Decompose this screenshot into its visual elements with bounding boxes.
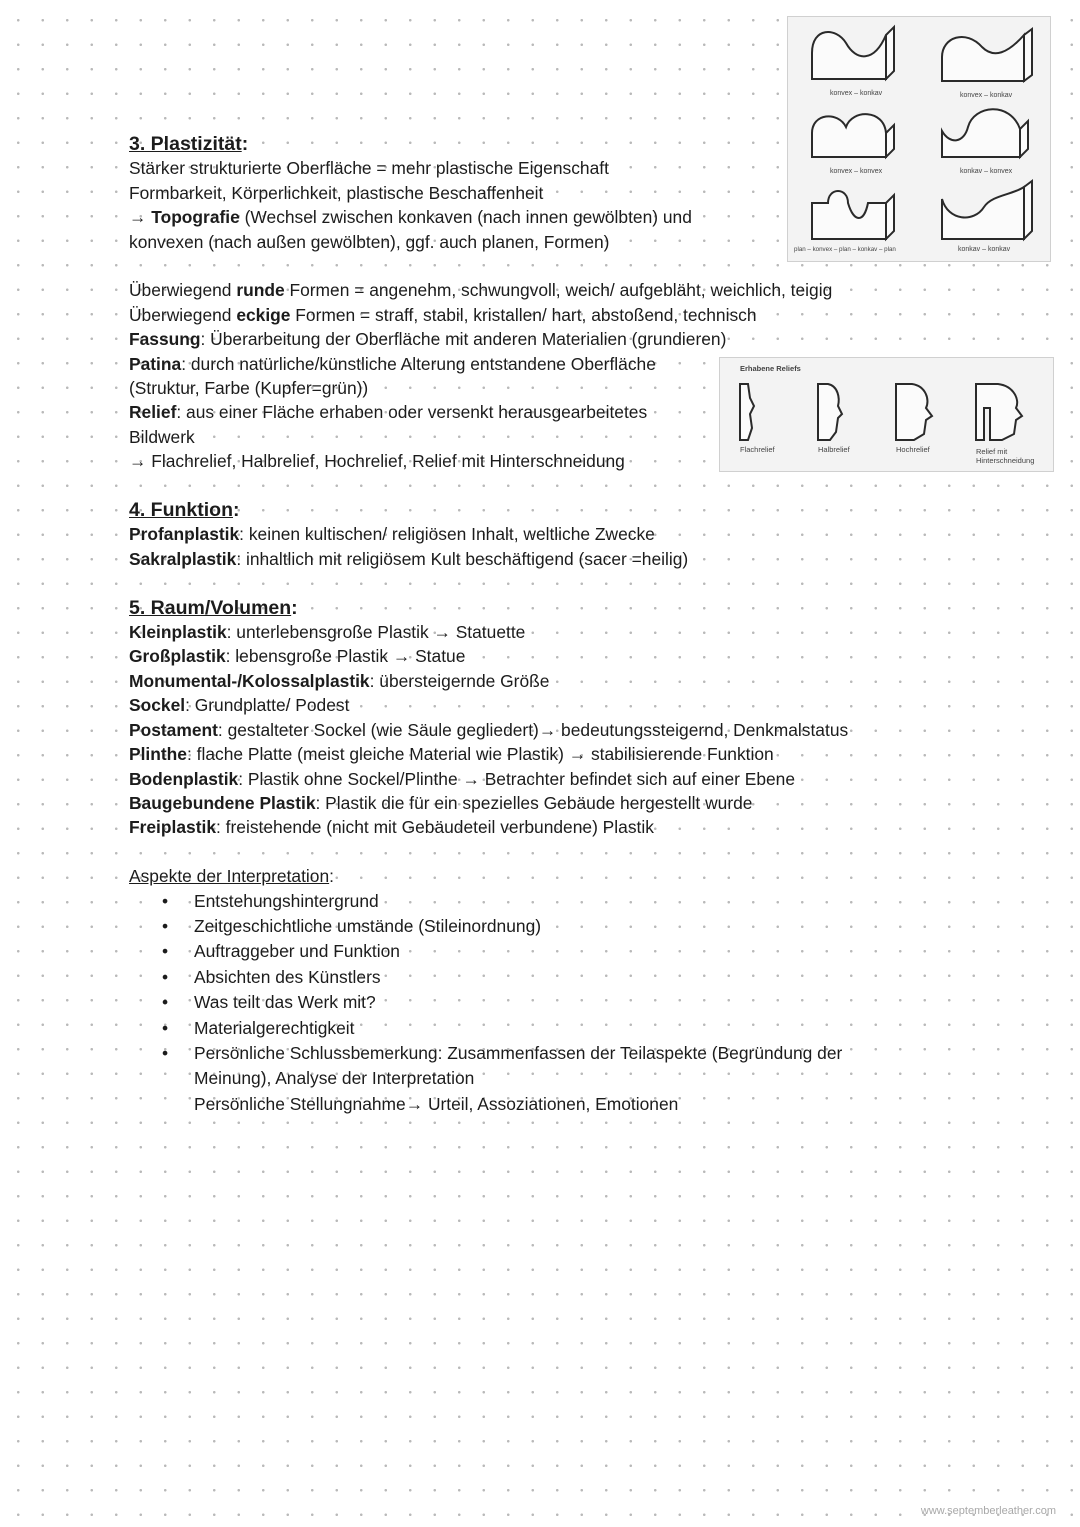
list-item-text: Persönliche Schlussbemerkung: Zusammenfassen der Teilaspekte (Begründung der [194,1042,843,1063]
definition-line [129,669,929,693]
bullet-icon: • [162,890,169,911]
text-line [129,352,929,376]
text-line: konvexen (nach außen gewölbten), ggf. auch planen, Formen) [129,231,610,252]
term-runde: runde [236,280,285,301]
list-item-continuation: Meinung), Analyse der Interpretation [194,1068,475,1089]
relief-label-halbrelief: Halbrelief [818,445,850,454]
aspekte-list [129,889,929,1118]
definition: : Grundplatte/ Podest [185,695,350,716]
definition: : Plastik die für ein spezielles Gebäude hergestellt wurde [315,792,753,813]
definition-line [129,547,929,571]
bullet-icon: • [162,1042,169,1063]
term: Monumental-/Kolossalplastik [129,670,370,691]
definition: : lebensgroße Plastik → Statue [225,646,466,667]
relief-label-hinterschneidung: Relief mit [976,447,1008,456]
text-line [129,205,929,229]
topografie-label: konkav – konkav [958,246,1011,253]
bullet-icon: • [162,992,169,1013]
section-5-title: 5. Raum/Volumen [129,596,292,619]
aspekte-colon: : [329,866,334,887]
text-line: Bildwerk [129,426,195,447]
term: Baugebundene Plastik [129,792,316,813]
definition-line [129,620,929,644]
term: Sockel [129,695,186,716]
bullet-icon: • [162,915,169,936]
definition-line [129,791,929,815]
term: Sakralplastik [129,548,237,569]
definition: : freistehende (nicht mit Gebäudeteil verbundene) Plastik [216,817,654,838]
text-span: (Wechsel zwischen konkaven (nach innen gewölbten) und [239,207,692,228]
definition: : gestalteter Sockel (wie Säule gegliedert)→ bedeutungssteigernd, Denkmalstatus [217,719,849,740]
definition-line [129,742,929,766]
term: Kleinplastik [129,622,227,643]
definition-line [129,718,929,742]
list-item-text: Zeitgeschichtliche umstände (Stileinordnung) [194,915,542,936]
term-eckige: eckige [236,304,291,325]
section-4-colon: : [233,499,240,522]
text-line: (Struktur, Farbe (Kupfer=grün)) [129,378,369,399]
list-item-text: Absichten des Künstlers [194,966,381,987]
term: Postament [129,719,218,740]
definition: : übersteigernde Größe [369,670,550,691]
list-item-text: Entstehungshintergrund [194,890,379,911]
topografie-label: plan – konvex – plan – konkav – plan [794,246,896,253]
list-item [129,914,929,939]
text-span: Formen = straff, stabil, kristallen/ hart, abstoßend, technisch [290,304,757,325]
list-item [129,990,929,1015]
text-line [129,327,929,351]
relief-title: Erhabene Reliefs [740,364,801,373]
section-4-title: 4. Funktion [129,499,233,522]
term-fassung: Fassung [129,329,201,350]
list-item [129,889,929,914]
relief-label-hochrelief: Hochrelief [896,445,930,454]
text-span: Formen = angenehm, schwungvoll, weich/ aufgebläht, weichlich, teigig [284,280,833,301]
arrow: → [129,207,152,228]
text-line: Formbarkeit, Körperlichkeit, plastische Beschaffenheit [129,182,544,203]
definition-line [129,693,929,717]
text-span: Überwiegend [129,280,237,301]
section-5-heading [129,596,929,620]
section-3-colon: : [241,133,249,155]
term: Freiplastik [129,817,216,838]
term: Bodenplastik [129,768,239,789]
definition: : unterlebensgroße Plastik → Statuette [226,622,526,643]
term: Profanplastik [129,524,240,545]
term-topografie: Topografie [151,207,240,228]
list-item-text: Materialgerechtigkeit [194,1017,355,1038]
section-4-heading [129,498,929,522]
list-item-text: Auftraggeber und Funktion [194,941,400,962]
document-body [129,132,929,1117]
aspekte-title: Aspekte der Interpretation [129,866,330,887]
text-line [129,303,929,327]
section-3-heading [129,132,929,156]
aspekte-heading [129,864,929,888]
text-line: Stärker strukturierte Oberfläche = mehr plastische Eigenschaft [129,158,609,179]
topografie-label: konvex – konvex [830,168,883,175]
text-span: Überwiegend [129,304,237,325]
topografie-label: konvex – konkav [960,92,1013,99]
section-3-title: 3. Plastizität [129,133,242,155]
text-span: : durch natürliche/künstliche Alterung entstandene Oberfläche [181,353,656,374]
term: Plinthe [129,744,187,765]
definition: : Plastik ohne Sockel/Plinthe → Betrachter befindet sich auf einer Ebene [238,768,796,789]
relief-label-hinterschneidung-2: Hinterschneidung [976,456,1035,465]
list-item [129,965,929,990]
list-item [129,939,929,964]
text-line [129,278,929,302]
text-line [129,400,929,424]
definition-line [129,522,929,546]
bullet-icon: • [162,1017,169,1038]
definition-line [129,767,929,791]
term-patina: Patina [129,353,182,374]
relief-label-flachrelief: Flachrelief [740,445,775,454]
list-item-continuation: Persönliche Stellungnahme→ Urteil, Assoziationen, Emotionen [194,1093,679,1114]
bullet-icon: • [162,941,169,962]
footer-watermark: www.septemberleather.com [920,1505,1056,1517]
list-item-text: Was teilt das Werk mit? [194,992,376,1013]
definition-line [129,644,929,668]
list-item [129,1041,929,1117]
definition: : keinen kultischen/ religiösen Inhalt, weltliche Zwecke [239,524,655,545]
list-item [129,1016,929,1041]
term-relief: Relief [129,402,177,423]
definition: : inhaltlich mit religiösem Kult beschäftigend (sacer =heilig) [236,548,689,569]
text-span: : Überarbeitung der Oberfläche mit anderen Materialien (grundieren) [200,329,727,350]
topografie-label: konkav – konvex [960,168,1013,175]
definition: : flache Platte (meist gleiche Material wie Plastik) → stabilisierende Funktion [186,744,774,765]
topografie-label: konvex – konkav [830,90,883,97]
bullet-icon: • [162,966,169,987]
text-line: → Flachrelief, Halbrelief, Hochrelief, Relief mit Hinterschneidung [129,451,625,472]
text-span: : aus einer Fläche erhaben oder versenkt herausgearbeitetes [176,402,648,423]
section-5-colon: : [291,596,298,619]
definition-line [129,815,929,839]
term: Großplastik [129,646,226,667]
